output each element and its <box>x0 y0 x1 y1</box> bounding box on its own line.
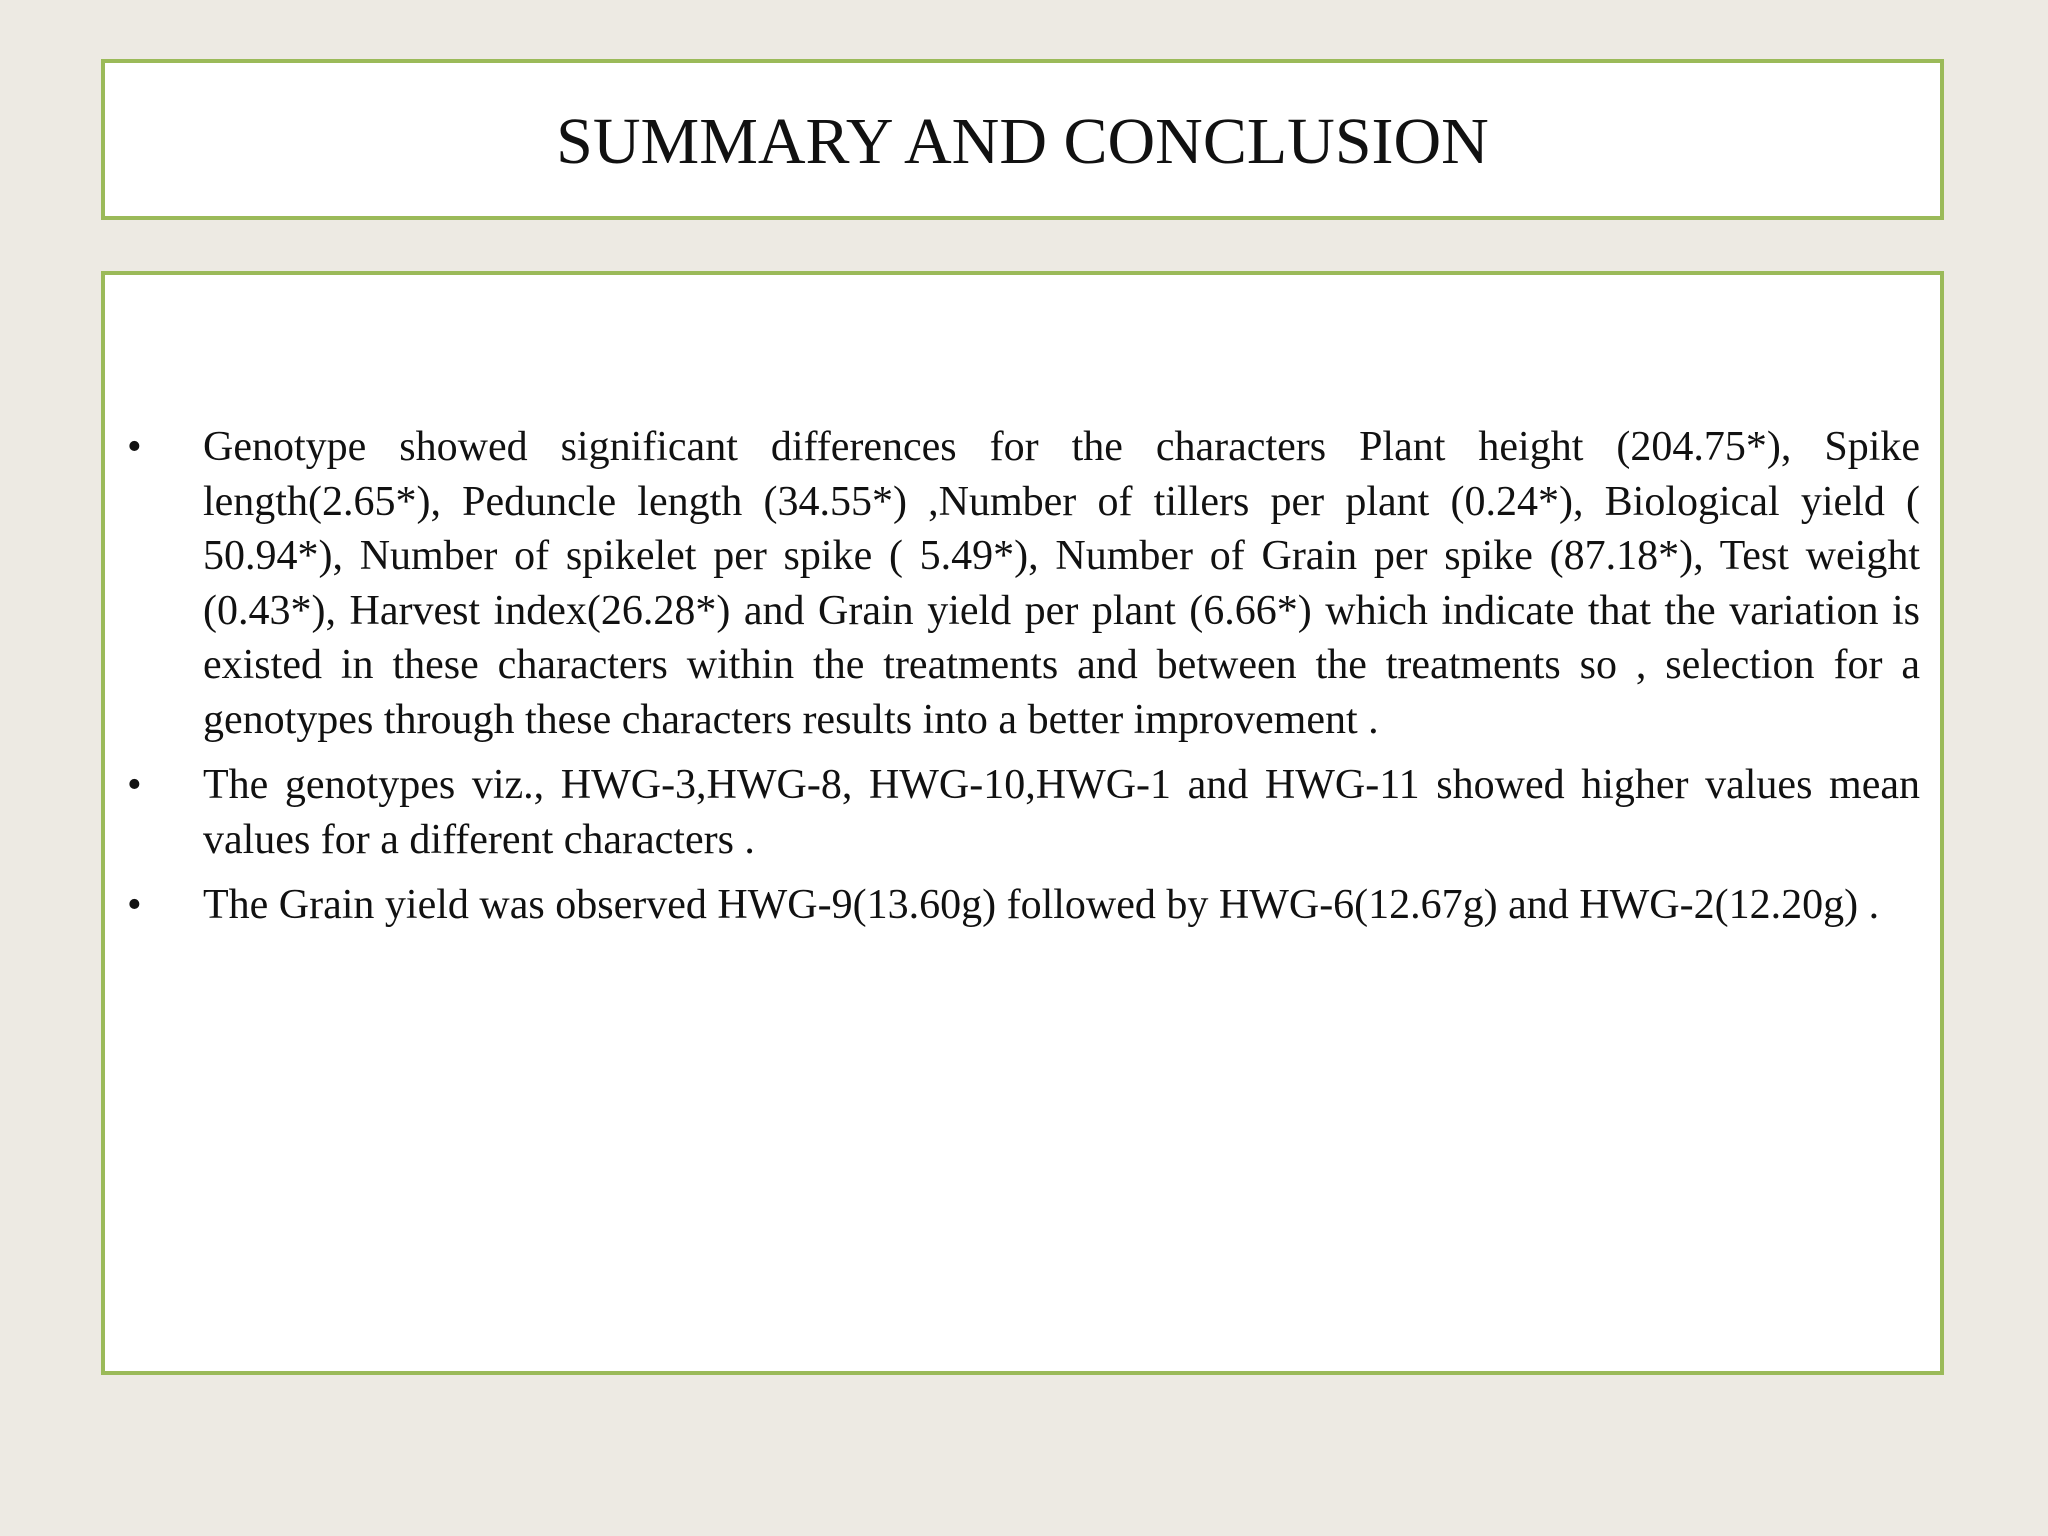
bullet-marker: • <box>127 424 142 470</box>
slide-title: SUMMARY AND CONCLUSION <box>556 104 1489 178</box>
bullet-item-grain-yield <box>125 878 1920 933</box>
bullet-item-higher-mean-values <box>125 758 1920 867</box>
bullet-text: Genotype showed significant differences for the characters Plant height (204.75*), Spike length(2.65*), Peduncle length (34.55*) ,Number of tillers per plant (0.24*), Biological yield ( 50.94*), Number of spikelet per spike ( 5.49*), Number of Grain per spike (87.18*), Test weight (0.43*), Harvest index(26.28*) and Grain yield per plant (6.66*) which indicate that the variation is existed in these characters within the treatments and between the treatments so , selection for a genotypes through these characters results into a better improvement . <box>203 424 1920 743</box>
bullet-item-genotype-differences <box>125 420 1920 747</box>
bullet-marker: • <box>127 882 142 928</box>
bullet-list <box>125 420 1920 944</box>
content-box <box>101 271 1944 1375</box>
bullet-text: The genotypes viz., HWG-3,HWG-8, HWG-10,HWG-1 and HWG-11 showed higher values mean values for a different characters . <box>203 762 1920 863</box>
bullet-marker: • <box>127 762 142 808</box>
title-box <box>101 59 1944 220</box>
bullet-text: The Grain yield was observed HWG-9(13.60g) followed by HWG-6(12.67g) and HWG-2(12.20g) . <box>203 882 1880 928</box>
